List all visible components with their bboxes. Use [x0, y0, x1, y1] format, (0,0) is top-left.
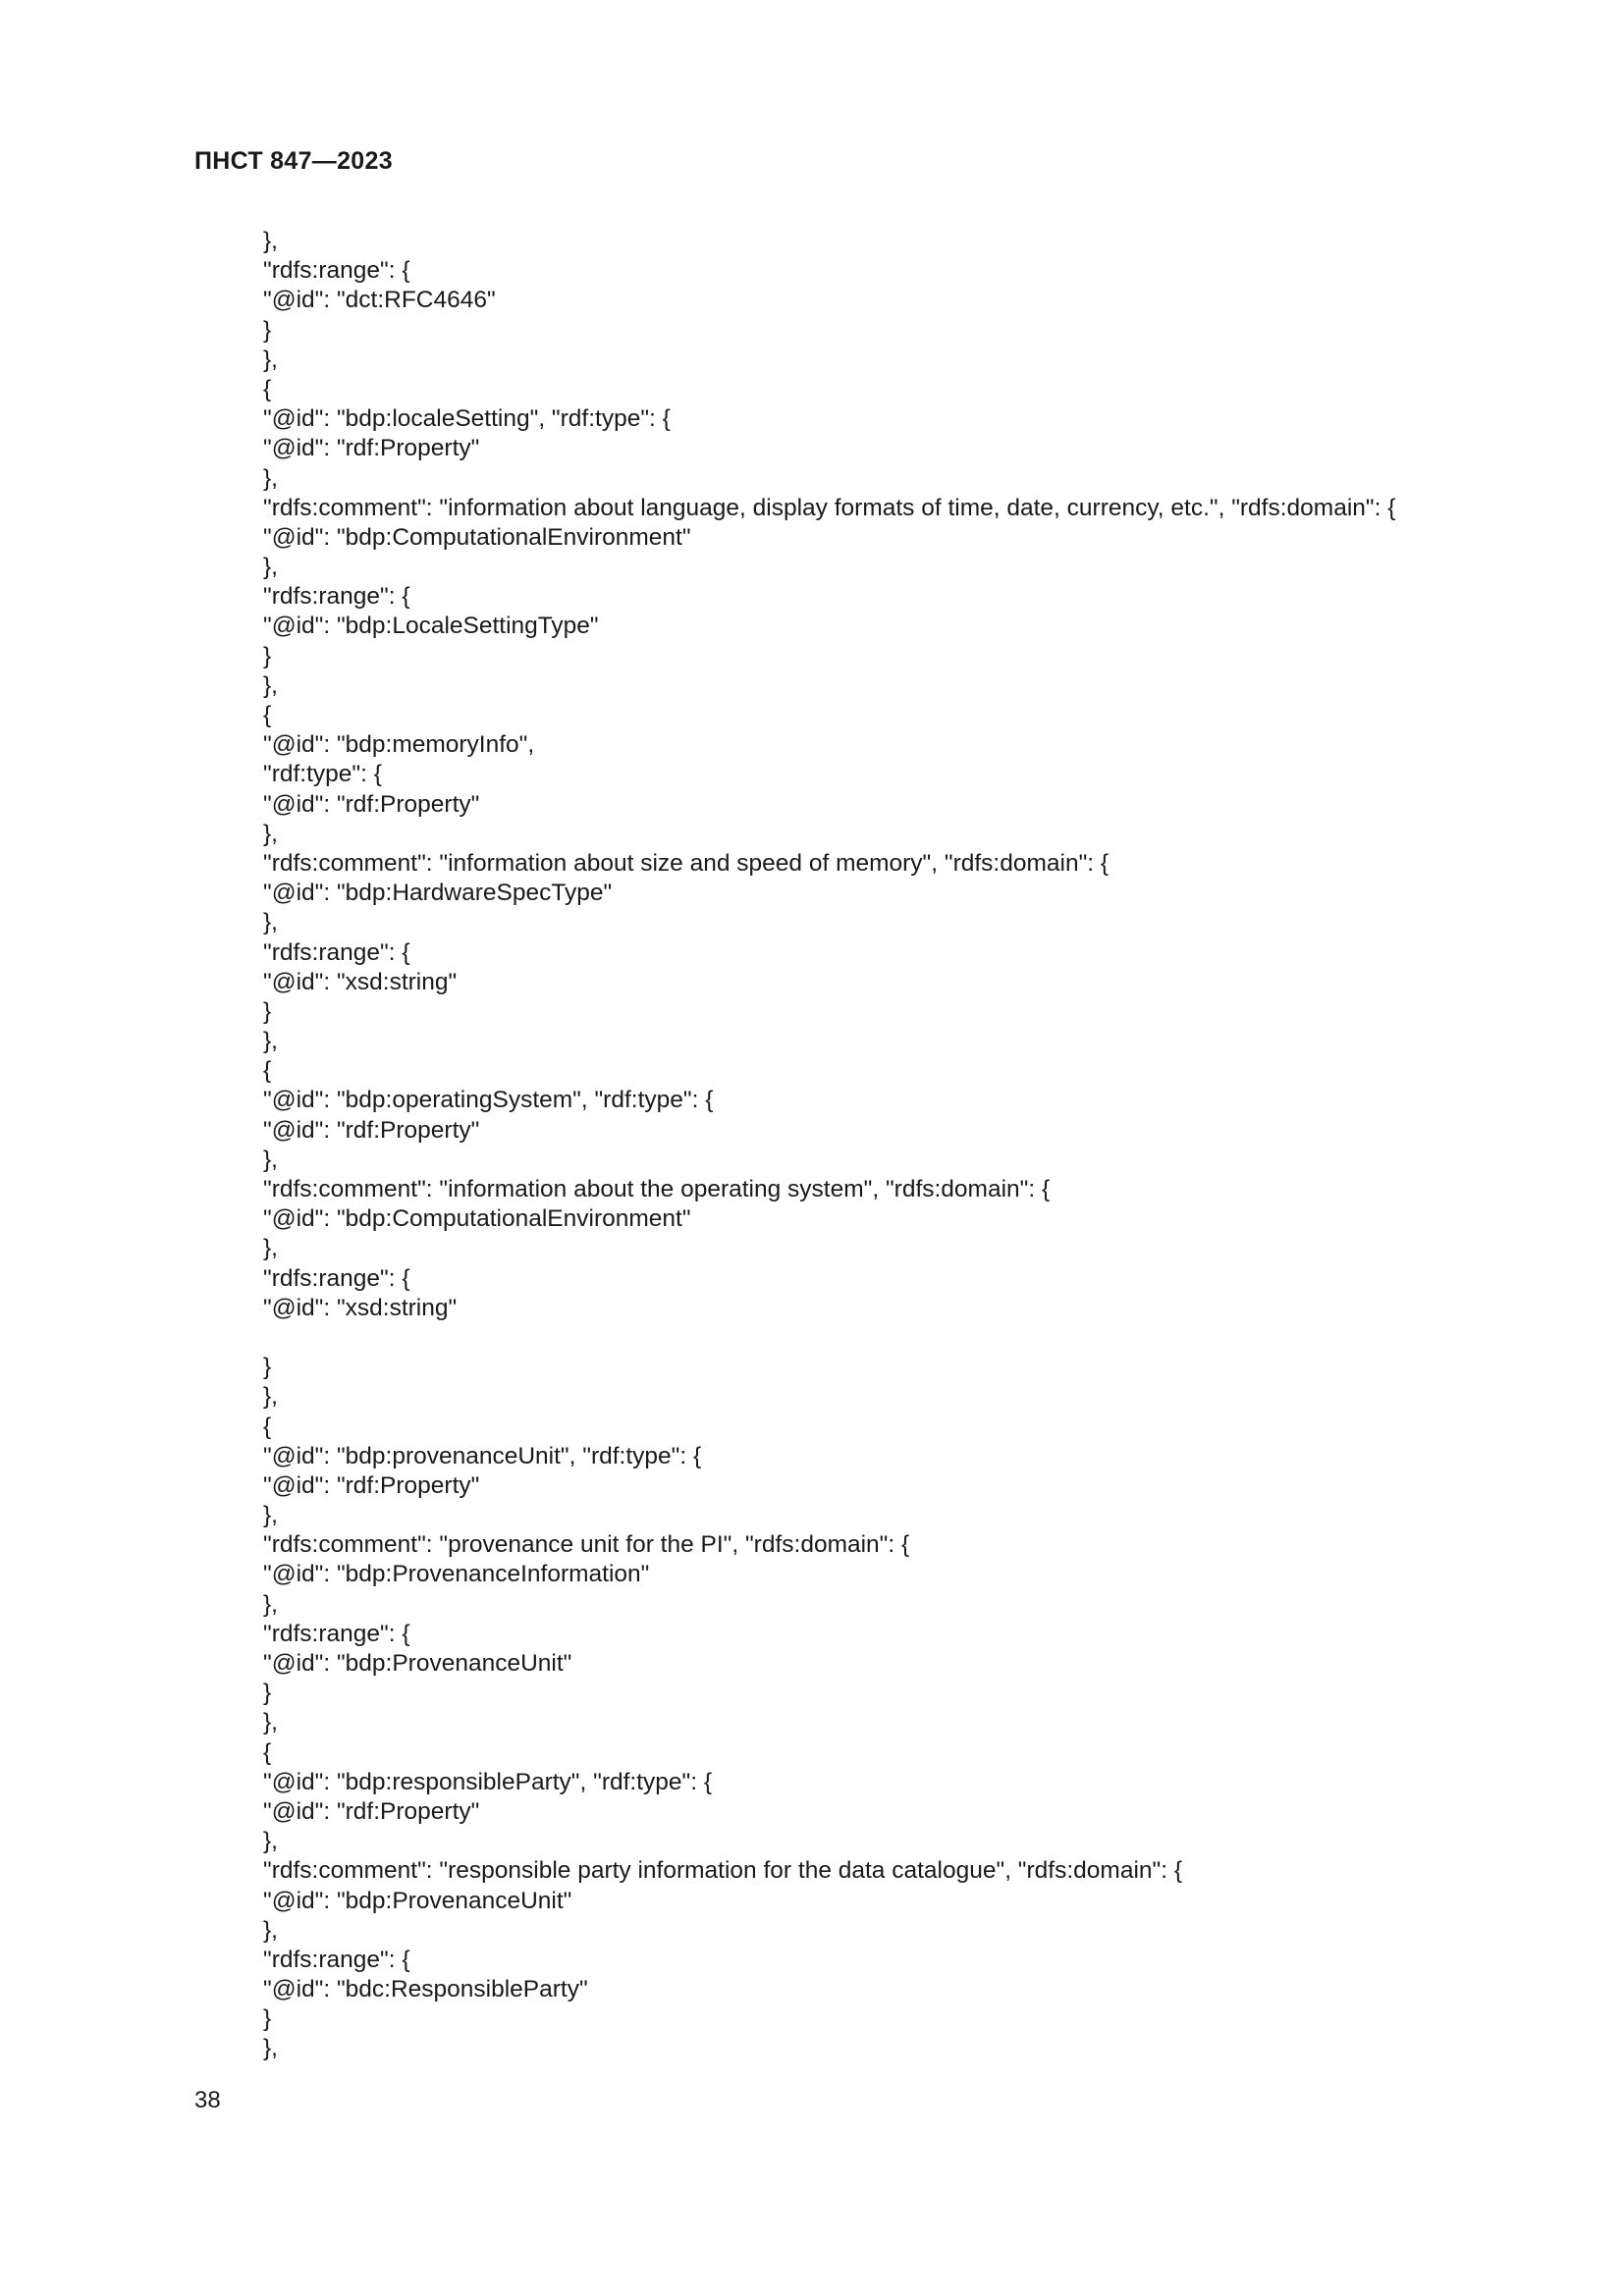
- code-line: },: [263, 346, 278, 373]
- code-line: }: [263, 1354, 272, 1381]
- code-line: },: [263, 909, 278, 936]
- code-line: "rdf:type": {: [263, 761, 382, 788]
- code-line: "@id": "xsd:string": [263, 968, 458, 995]
- code-line: "@id": "rdf:Property": [263, 1116, 480, 1144]
- code-line: "rdfs:range": {: [263, 257, 410, 285]
- code-line: },: [263, 820, 278, 847]
- code-line: "rdfs:comment": "responsible party information for the data catalogue", "rdfs:domain": {: [263, 1857, 1183, 1885]
- code-line: },: [263, 1235, 278, 1262]
- code-line: "@id": "bdp:ComputationalEnvironment": [263, 1205, 691, 1233]
- code-line: "rdfs:range": {: [263, 938, 410, 966]
- code-line: }: [263, 2005, 272, 2033]
- code-line: }: [263, 316, 272, 344]
- code-line: "@id": "bdp:provenanceUnit", "rdf:type": {: [263, 1442, 702, 1469]
- code-line: "@id": "bdp:memoryInfo",: [263, 731, 535, 759]
- code-line: {: [263, 1413, 272, 1440]
- code-line: "@id": "rdf:Property": [263, 435, 480, 462]
- page-number: 38: [194, 2087, 221, 2113]
- code-line: {: [263, 375, 272, 402]
- code-line: },: [263, 228, 278, 254]
- code-line: "@id": "bdp:localeSetting", "rdf:type": {: [263, 405, 671, 433]
- code-line: }: [263, 642, 272, 669]
- code-line: {: [263, 1738, 272, 1766]
- code-blank-line: [263, 1323, 1540, 1353]
- code-line: },: [263, 464, 278, 492]
- code-line: "@id": "bdp:operatingSystem", "rdf:type": {: [263, 1087, 714, 1114]
- code-line: },: [263, 1502, 278, 1529]
- code-line: "@id": "bdp:HardwareSpecType": [263, 880, 613, 907]
- code-line: },: [263, 671, 278, 699]
- code-line: {: [263, 1057, 272, 1085]
- code-line: "@id": "xsd:string": [263, 1294, 458, 1321]
- code-line: "@id": "rdf:Property": [263, 790, 480, 818]
- code-line: "@id": "rdf:Property": [263, 1797, 480, 1825]
- code-line: },: [263, 1828, 278, 1855]
- code-line: {: [263, 702, 272, 728]
- code-line: "rdfs:comment": "information about language, display formats of time, date, currency, etc.", "rdfs:domain": {: [263, 494, 1396, 521]
- code-line: },: [263, 1916, 278, 1944]
- code-line: "@id": "dct:RFC4646": [263, 287, 496, 314]
- code-line: "rdfs:range": {: [263, 583, 410, 611]
- code-line: "rdfs:comment": "information about size and speed of memory", "rdfs:domain": {: [263, 849, 1110, 877]
- code-line: "@id": "bdp:ProvenanceUnit": [263, 1650, 572, 1677]
- code-line: "rdfs:range": {: [263, 1620, 410, 1647]
- code-line: }: [263, 1680, 272, 1707]
- code-line: "@id": "bdp:responsibleParty", "rdf:type": {: [263, 1768, 713, 1795]
- code-line: },: [263, 1383, 278, 1411]
- code-line: "@id": "rdf:Property": [263, 1471, 480, 1499]
- code-line: "rdfs:comment": "information about the operating system", "rdfs:domain": {: [263, 1176, 1051, 1202]
- code-line: "@id": "bdc:ResponsibleParty": [263, 1976, 588, 2003]
- json-ld-code-listing: [263, 227, 1540, 2064]
- code-line: "rdfs:range": {: [263, 1946, 410, 1973]
- code-line: "rdfs:comment": "provenance unit for the PI", "rdfs:domain": {: [263, 1531, 910, 1559]
- code-line: }: [263, 997, 272, 1025]
- code-line: },: [263, 2035, 278, 2062]
- code-line: "@id": "bdp:LocaleSettingType": [263, 613, 599, 640]
- code-line: },: [263, 1146, 278, 1173]
- code-line: },: [263, 554, 278, 581]
- code-line: "@id": "bdp:ProvenanceInformation": [263, 1561, 650, 1588]
- document-header-id: ПНСТ 847—2023: [194, 147, 393, 175]
- code-line: },: [263, 1028, 278, 1055]
- code-line: "rdfs:range": {: [263, 1264, 410, 1292]
- code-line: },: [263, 1590, 278, 1618]
- code-line: "@id": "bdp:ProvenanceUnit": [263, 1887, 572, 1914]
- code-line: },: [263, 1709, 278, 1736]
- code-line: "@id": "bdp:ComputationalEnvironment": [263, 523, 691, 551]
